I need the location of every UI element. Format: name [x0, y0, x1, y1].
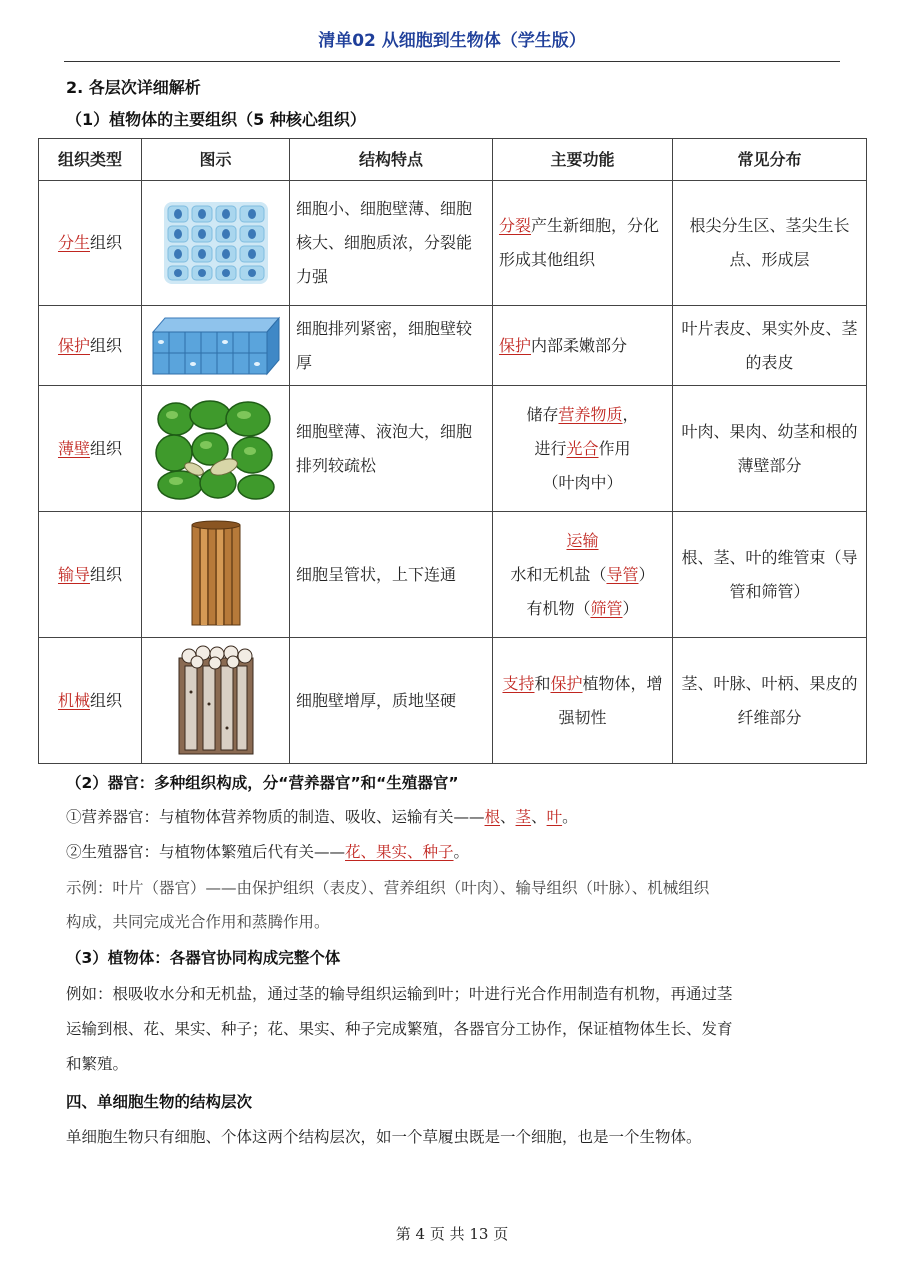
header-rule [64, 61, 840, 62]
protective-tissue-image [151, 314, 281, 378]
function-text: 储存 [526, 404, 559, 424]
keyword: 运输 [566, 530, 599, 550]
parenchyma-tissue-image [154, 397, 278, 501]
keyword: 支持 [502, 673, 535, 693]
keyword: 叶 [546, 808, 563, 826]
tissue-type-cell [39, 512, 142, 638]
section-heading: 2. 各层次详细解析 [66, 78, 201, 97]
tissue-type-cell [39, 638, 142, 764]
diagram-cell [142, 181, 290, 306]
structure-cell: 细胞排列紧密，细胞壁较厚 [290, 306, 493, 386]
subsection-heading-tissues: （1）植物体的主要组织（5 种核心组织） [66, 110, 366, 129]
table-row [39, 386, 867, 512]
tissue-type-cell [39, 306, 142, 386]
function-text: ） [622, 598, 639, 618]
function-cell [493, 386, 673, 512]
function-cell [493, 181, 673, 306]
table-row [39, 512, 867, 638]
reproductive-organs-line: ②生殖器官：与植物体繁殖后代有关——花、果实、种子。 [66, 843, 470, 861]
keyword: 保护 [499, 335, 532, 355]
function-cell [493, 638, 673, 764]
function-text: 植物体，增强韧性 [558, 673, 663, 727]
keyword: 机械 [57, 690, 90, 710]
plant-body-line-3: 和繁殖。 [66, 1055, 129, 1073]
function-text: 和 [534, 673, 551, 693]
function-line [499, 524, 666, 558]
tissue-type-suffix: 组织 [90, 564, 123, 584]
structure-cell: 细胞呈管状，上下连通 [290, 512, 493, 638]
keyword: 薄壁 [57, 438, 90, 458]
structure-cell: 细胞壁薄、液泡大，细胞排列较疏松 [290, 386, 493, 512]
tissue-type-suffix: 组织 [90, 233, 123, 252]
function-text: 水和无机盐（ [510, 564, 607, 584]
diagram-cell [142, 638, 290, 764]
function-line [499, 398, 666, 432]
tissue-type-suffix: 组织 [90, 335, 123, 355]
diagram-cell [142, 306, 290, 386]
vegetative-organs-text: ①营养器官：与植物体营养物质的制造、吸收、运输有关—— [66, 808, 485, 826]
distribution-cell: 根、茎、叶的维管束（导管和筛管） [673, 512, 867, 638]
tissue-type-suffix: 组织 [90, 438, 123, 458]
function-line [499, 432, 666, 466]
keyword: 光合 [566, 438, 599, 458]
keyword: 营养物质 [558, 404, 623, 424]
structure-cell: 细胞壁增厚，质地坚硬 [290, 638, 493, 764]
table-header-row [39, 139, 867, 181]
function-text: 产生新细胞，分化形成其他组织 [499, 216, 660, 269]
distribution-cell: 叶片表皮、果实外皮、茎的表皮 [673, 306, 867, 386]
col-header-type: 组织类型 [39, 139, 142, 181]
table-row [39, 181, 867, 306]
reproductive-organs-text: ②生殖器官：与植物体繁殖后代有关—— [66, 843, 346, 861]
keyword: 分裂 [499, 216, 532, 235]
tissue-type-cell [39, 181, 142, 306]
col-header-diagram: 图示 [142, 139, 290, 181]
function-text: 有机物（ [526, 598, 591, 618]
plant-body-heading: （3）植物体：各器官协同构成完整个体 [66, 949, 341, 967]
function-text: 进行 [534, 438, 567, 458]
col-header-structure: 结构特点 [290, 139, 493, 181]
vegetative-organs-line: ①营养器官：与植物体营养物质的制造、吸收、运输有关——根、茎、叶。 [66, 808, 578, 826]
tissue-table [38, 138, 867, 764]
keyword: 筛管 [590, 598, 623, 618]
tissue-type-cell [39, 386, 142, 512]
conducting-tissue-image [186, 519, 246, 631]
function-text: ， [622, 404, 639, 424]
page-header-title: 清单02 从细胞到生物体（学生版） [318, 31, 586, 51]
keyword: 输导 [57, 564, 90, 584]
function-text: 作用 [598, 438, 631, 458]
diagram-cell [142, 386, 290, 512]
keyword: 导管 [606, 564, 639, 584]
meristem-tissue-image [162, 198, 270, 288]
distribution-cell: 叶肉、果肉、幼茎和根的薄壁部分 [673, 386, 867, 512]
keyword: 保护 [550, 673, 583, 693]
keyword: 分生 [57, 233, 90, 252]
distribution-cell: 根尖分生区、茎尖生长点、形成层 [673, 181, 867, 306]
structure-cell: 细胞小、细胞壁薄、细胞核大、细胞质浓，分裂能力强 [290, 181, 493, 306]
diagram-cell [142, 512, 290, 638]
function-cell [493, 512, 673, 638]
function-text: 内部柔嫩部分 [531, 335, 628, 355]
keyword: 保护 [57, 335, 90, 355]
col-header-function: 主要功能 [493, 139, 673, 181]
keyword: 花、果实、种子 [345, 843, 454, 861]
function-text: ） [638, 564, 655, 584]
organs-heading: （2）器官：多种组织构成，分“营养器官”和“生殖器官” [66, 774, 459, 792]
example-line-1: 示例：叶片（器官）——由保护组织（表皮）、营养组织（叶肉）、输导组织（叶脉）、机械组织 [66, 879, 710, 897]
col-header-distribution: 常见分布 [673, 139, 867, 181]
function-cell [493, 306, 673, 386]
function-line [499, 558, 666, 592]
table-row [39, 306, 867, 386]
plant-body-line-1: 例如：根吸收水分和无机盐，通过茎的输导组织运输到叶；叶进行光合作用制造有机物，再通过茎 [66, 985, 733, 1003]
keyword: 根 [484, 808, 501, 826]
function-note: （叶肉中） [542, 472, 623, 492]
keyword: 茎 [515, 808, 532, 826]
page-number: 第 4 页 共 13 页 [395, 1225, 509, 1243]
function-line [499, 667, 666, 735]
distribution-cell: 茎、叶脉、叶柄、果皮的纤维部分 [673, 638, 867, 764]
example-line-2: 构成，共同完成光合作用和蒸腾作用。 [66, 913, 330, 931]
plant-body-line-2: 运输到根、花、果实、种子；花、果实、种子完成繁殖，各器官分工协作，保证植物体生长、发育 [66, 1020, 733, 1038]
section-four-text: 单细胞生物只有细胞、个体这两个结构层次，如一个草履虫既是一个细胞，也是一个生物体。 [66, 1128, 702, 1146]
mechanical-tissue-image [171, 644, 261, 758]
section-four-heading: 四、单细胞生物的结构层次 [66, 1093, 253, 1111]
tissue-type-suffix: 组织 [90, 690, 123, 710]
table-row [39, 638, 867, 764]
function-line [499, 592, 666, 626]
